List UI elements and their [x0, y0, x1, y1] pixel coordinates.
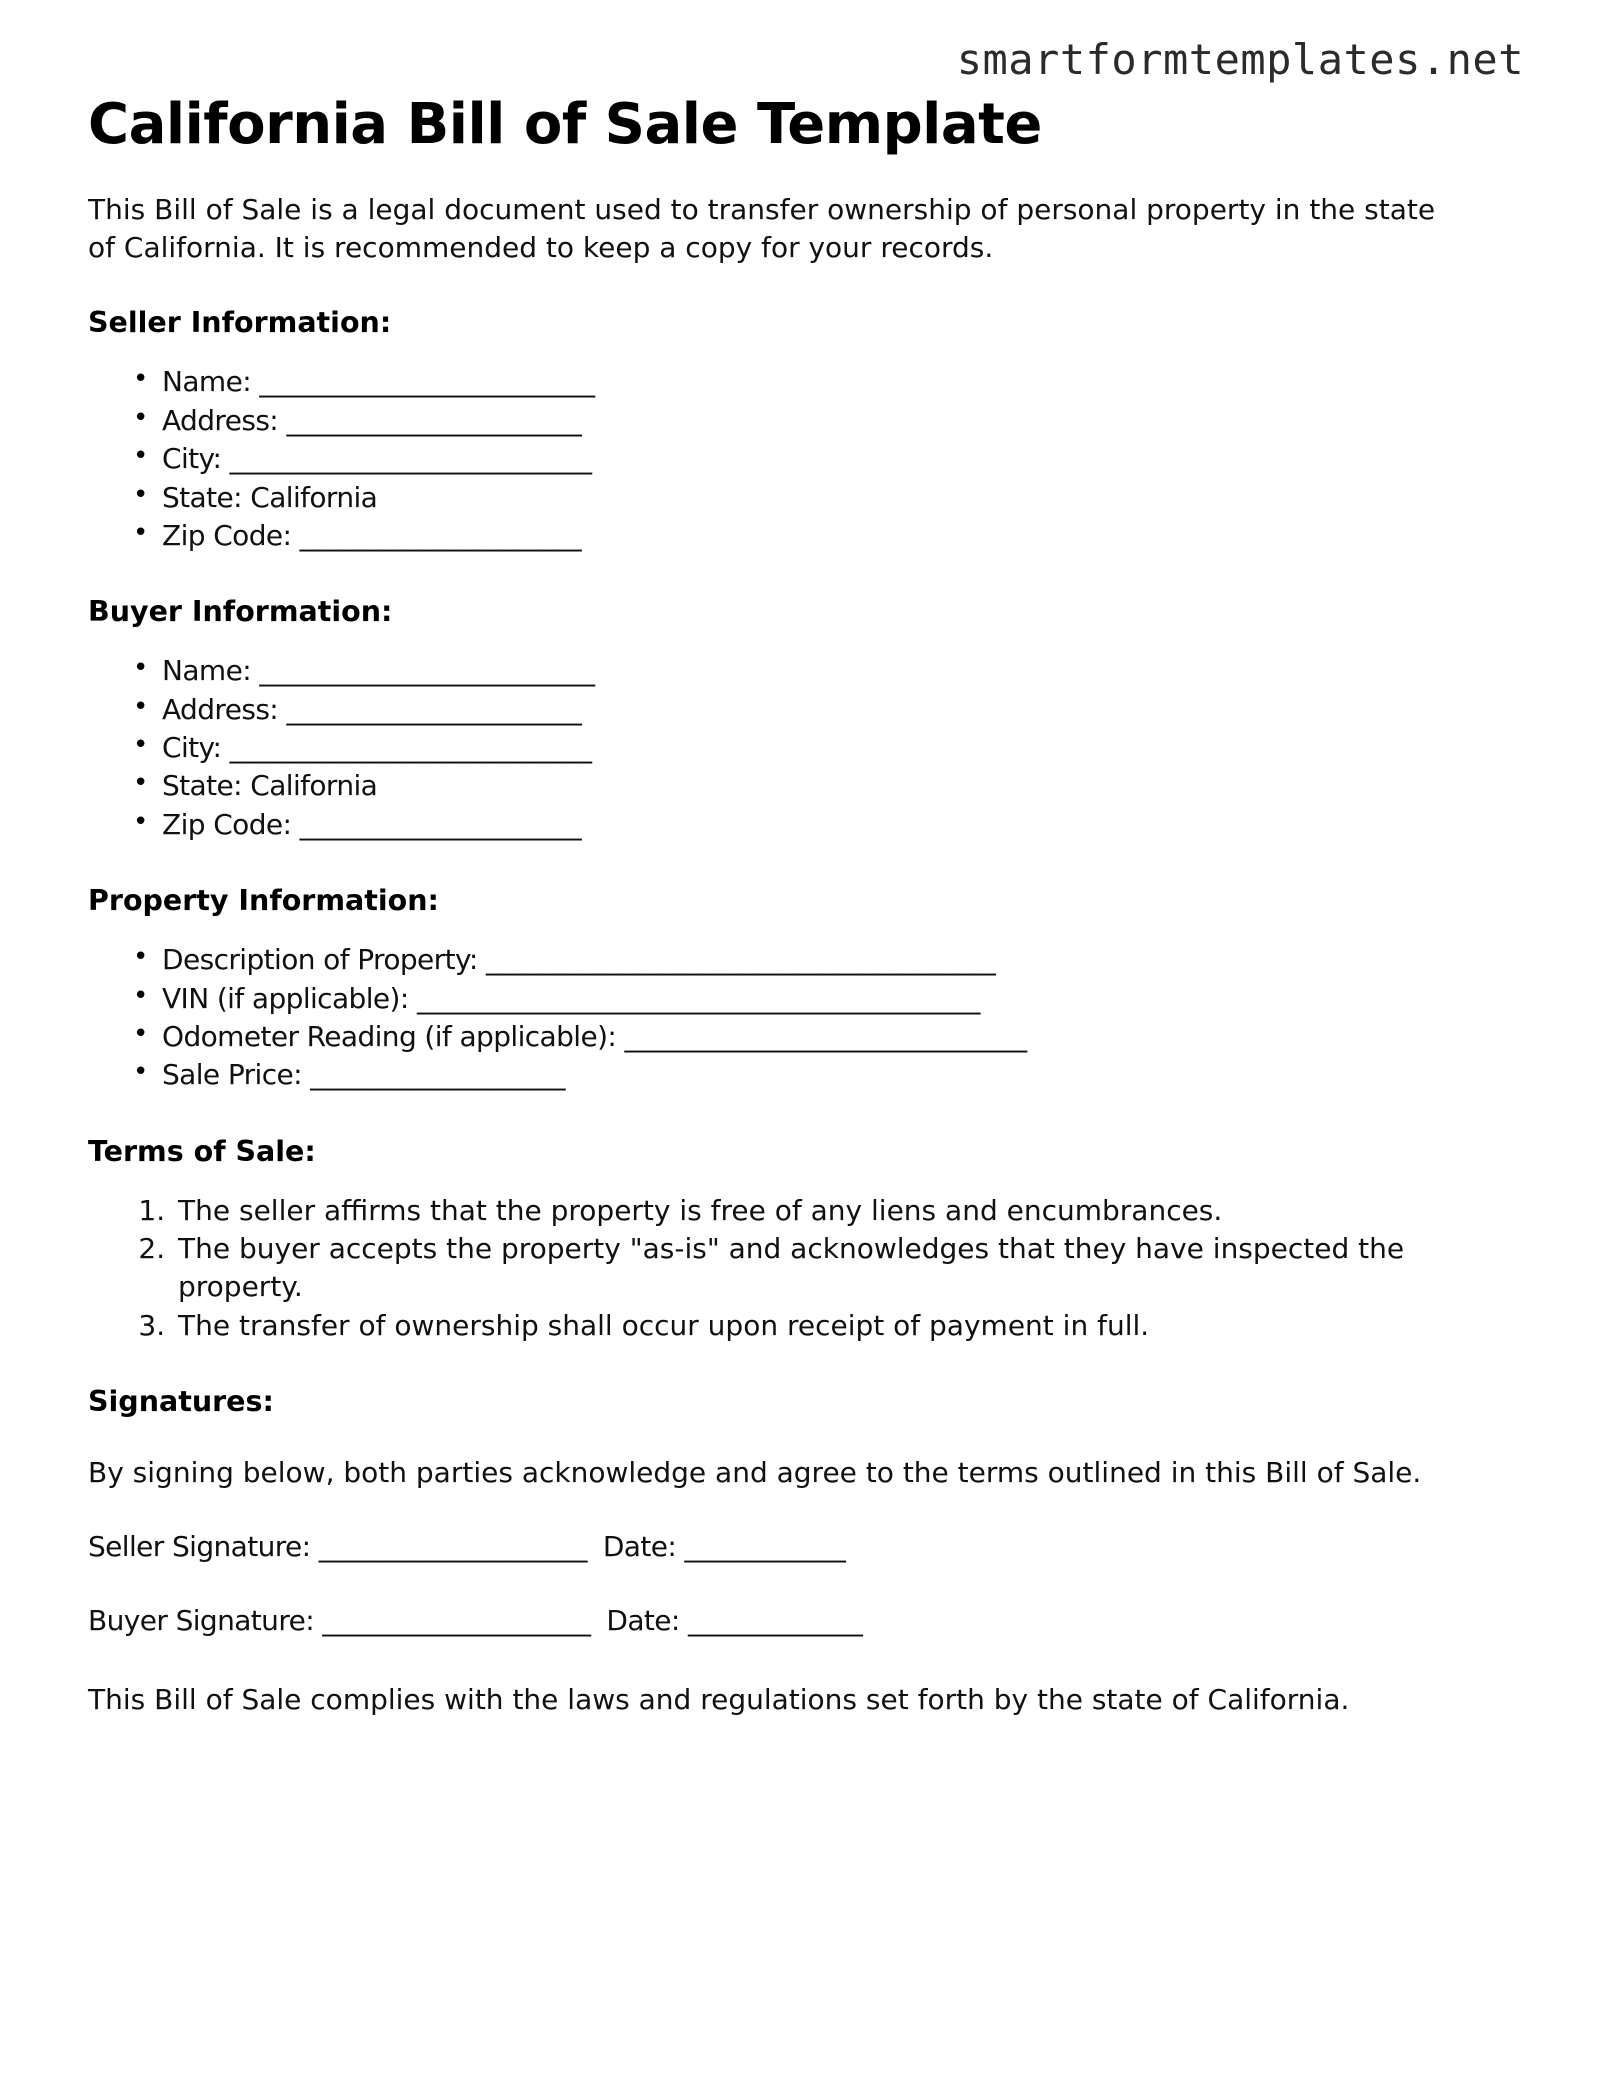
page-title: California Bill of Sale Template: [88, 92, 1042, 158]
property-field-vin: VIN (if applicable): __________________________________________: [162, 981, 980, 1015]
seller-field-name: Name: _________________________: [162, 365, 595, 399]
seller-field-list: [88, 363, 1524, 555]
list-item: [162, 652, 1524, 690]
property-field-sale-price: Sale Price: ___________________: [162, 1058, 565, 1092]
seller-field-address: Address: ______________________: [162, 403, 582, 437]
property-field-description: Description of Property: ______________________________________: [162, 943, 996, 977]
seller-field-city: City: ___________________________: [162, 442, 592, 476]
site-watermark: smartformtemplates.net: [956, 35, 1524, 84]
buyer-field-name: Name: _________________________: [162, 654, 595, 688]
buyer-field-list: [88, 652, 1524, 844]
buyer-field-city: City: ___________________________: [162, 731, 592, 765]
buyer-field-zip: Zip Code: _____________________: [162, 807, 582, 841]
seller-date-field: Date: ____________: [602, 1529, 846, 1563]
list-item: [162, 517, 1524, 555]
compliance-note: This Bill of Sale complies with the laws and regulations set forth by the state of California.: [88, 1682, 1350, 1716]
seller-signature-row: [88, 1528, 1524, 1566]
buyer-information-heading: Buyer Information:: [88, 595, 393, 629]
watermark-row: [88, 0, 1524, 82]
intro-paragraph: This Bill of Sale is a legal document used to transfer ownership of personal property in the state of California. It is recommended to keep a copy for your records.: [88, 192, 1436, 264]
terms-of-sale-heading: Terms of Sale:: [88, 1134, 316, 1168]
list-item: [162, 363, 1524, 401]
list-item: 2. The buyer accepts the property "as-is" and acknowledges that they have inspected the property.: [174, 1230, 1508, 1307]
list-item: [162, 1018, 1524, 1056]
property-information-heading: Property Information:: [88, 884, 439, 918]
list-item: [162, 691, 1524, 729]
terms-of-sale-list: [88, 1192, 1524, 1345]
seller-field-state: State: California: [162, 480, 378, 514]
list-item: [162, 980, 1524, 1018]
buyer-field-address: Address: ______________________: [162, 692, 582, 726]
property-field-odometer: Odometer Reading (if applicable): ______________________________: [162, 1019, 1027, 1053]
property-field-list: [88, 941, 1524, 1094]
list-item: [162, 729, 1524, 767]
signature-statement: By signing below, both parties acknowledge and agree to the terms outlined in this Bill of Sale.: [88, 1456, 1422, 1490]
list-item: [162, 402, 1524, 440]
buyer-field-state: State: California: [162, 769, 378, 803]
list-item: [162, 806, 1524, 844]
list-item: 3. The transfer of ownership shall occur upon receipt of payment in full.: [174, 1307, 1508, 1345]
buyer-signature-row: [88, 1602, 1524, 1640]
seller-signature-field: Seller Signature: ____________________: [88, 1529, 587, 1563]
list-item: [162, 440, 1524, 478]
seller-field-zip: Zip Code: _____________________: [162, 518, 582, 552]
buyer-signature-field: Buyer Signature: ____________________: [88, 1604, 591, 1638]
list-item: [162, 1056, 1524, 1094]
buyer-date-field: Date: _____________: [606, 1604, 863, 1638]
list-item: 1. The seller affirms that the property is free of any liens and encumbrances.: [174, 1192, 1508, 1230]
list-item: [162, 767, 1524, 805]
list-item: [162, 479, 1524, 517]
seller-information-heading: Seller Information:: [88, 306, 392, 340]
signatures-heading: Signatures:: [88, 1385, 274, 1419]
list-item: [162, 941, 1524, 979]
